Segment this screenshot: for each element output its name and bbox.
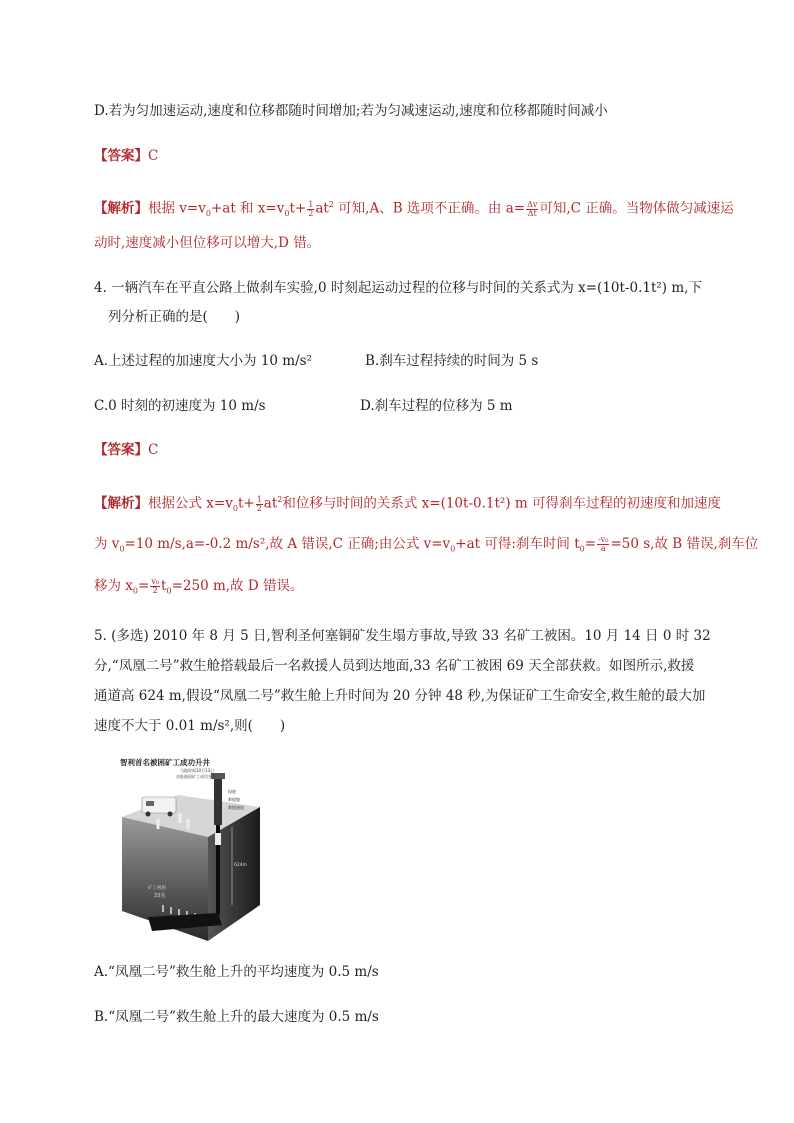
analysis-text: 移为 x: [94, 578, 133, 594]
fraction-numerator: v₀: [151, 577, 160, 586]
analysis-text: +at 可得:刹车时间 t: [455, 536, 580, 552]
analysis-text: 根据 v=v: [148, 200, 206, 217]
figure-label-channel: 救援通道: [228, 805, 244, 810]
q3-analysis-line-1: [94, 195, 734, 224]
analysis-text: =: [138, 578, 150, 594]
analysis-text: =: [584, 536, 597, 552]
analysis-text: =250 m,故 D 错误。: [171, 578, 304, 594]
answer-value: C: [148, 442, 159, 458]
analysis-text: +at 和 x=v: [210, 200, 285, 217]
analysis-text: at: [315, 200, 329, 217]
figure-label-miners-2: 33名: [154, 893, 166, 899]
q4-analysis-line-1: [94, 490, 721, 519]
analysis-tag: 【解析】: [94, 200, 148, 217]
q4-stem-line-2: 列分析正确的是( ): [108, 309, 241, 325]
analysis-text: t: [161, 578, 167, 594]
fraction-half: [307, 201, 314, 218]
subscript: 0: [450, 544, 456, 554]
answer-tag: 【答案】: [94, 148, 148, 164]
q3-answer: [94, 146, 158, 166]
rescue-capsule-figure: [118, 755, 264, 943]
analysis-text: =50 s,故 B 错误,刹车位: [610, 536, 759, 552]
q4-stem-line-1: 4. 一辆汽车在平直公路上做刹车实验,0 时刻起运动过程的位移与时间的关系式为 x=(10t-0.1t²) m,下: [94, 280, 702, 296]
q5-stem-line-2: 分,“凤凰二号”救生舱搭载最后一名救援人员到达地面,33 名矿工被困 69 天全部获救。如图所示,救援: [94, 658, 695, 674]
answer-tag: 【答案】: [94, 442, 148, 458]
figure-subtitle-1: 当地时间10月13日: [180, 768, 215, 773]
q4-answer: [94, 440, 158, 460]
subscript: 0: [132, 586, 138, 596]
figure-title: 智利首名被困矿工成功升井: [120, 758, 210, 767]
figure-label-winch: 绞轮: [228, 789, 236, 794]
figure-subtitle-2: 首批被困矿工成功升井: [176, 774, 216, 779]
q3-analysis-line-2: 动时,速度减小但位移可以增大,D 错。: [94, 235, 321, 251]
subscript: 0: [205, 209, 211, 219]
subscript: 0: [119, 544, 125, 554]
q5-stem-line-3: 通道高 624 m,假设“凤凰二号”救生舱上升时间为 20 分钟 48 秒,为保证矿工生命安全,救生舱的最大加: [94, 688, 706, 704]
analysis-text: 为 v: [94, 536, 120, 552]
winch-tower-icon: [214, 777, 222, 825]
answer-value: C: [148, 148, 159, 164]
analysis-text: 根据公式 x=v: [148, 495, 233, 512]
analysis-text: at: [263, 495, 278, 512]
rescue-capsule-illustration: [118, 755, 264, 943]
subscript: 0: [166, 586, 172, 596]
q4-option-b: B.刹车过程持续的时间为 5 s: [365, 353, 539, 369]
fraction-v0-a: [597, 536, 609, 553]
superscript: 2: [277, 495, 283, 504]
figure-label-depth: 624m: [234, 863, 247, 868]
subscript: 0: [232, 504, 238, 514]
analysis-text: t+: [237, 495, 255, 512]
fraction-denominator: 2: [152, 586, 158, 595]
fraction-numerator: 1: [308, 199, 314, 209]
q4-option-c: C.0 时刻的初速度为 10 m/s: [94, 398, 266, 414]
q4-option-a: A.上述过程的加速度大小为 10 m/s²: [94, 353, 312, 369]
q4-option-d: D.刹车过程的位移为 5 m: [360, 398, 513, 414]
fraction-numerator: 1: [256, 494, 262, 504]
q4-analysis-line-2: [94, 534, 758, 560]
analysis-tag: 【解析】: [94, 495, 148, 512]
analysis-text: 和位移与时间的关系式 x=(10t-0.1t²) m 可得刹车过程的初速度和加速度: [282, 495, 721, 512]
analysis-text: =10 m/s,a=-0.2 m/s²,故 A 错误,C 正确;由公式 v=v: [124, 536, 451, 552]
subscript: 0: [579, 544, 585, 554]
analysis-text: 可知,C 正确。当物体做匀减速运: [539, 200, 734, 217]
figure-label-miners-1: 矿工被困: [148, 886, 166, 891]
fraction-denominator: 2: [256, 503, 262, 513]
fraction-denominator: Δt: [527, 208, 537, 218]
subscript: 0: [284, 209, 290, 219]
fraction-dv-dt: [526, 201, 538, 218]
q5-option-a: A.“凤凰二号”救生舱上升的平均速度为 0.5 m/s: [94, 964, 379, 980]
q4-analysis-line-3: [94, 576, 303, 602]
q3-option-d: D.若为匀加速运动,速度和位移都随时间增加;若为匀减速运动,速度和位移都随时间减小: [94, 103, 608, 119]
fraction-v0-2: [150, 578, 160, 595]
fraction-denominator: 2: [308, 208, 314, 218]
analysis-text: t+: [289, 200, 307, 217]
figure-label-capsule: 救援舱: [228, 797, 240, 802]
analysis-text: 可知,A、B 选项不正确。由 a=: [333, 200, 526, 217]
fraction-denominator: a: [600, 544, 606, 553]
fraction-numerator: -v₀: [598, 535, 609, 544]
q5-stem-line-1: 5. (多选) 2010 年 8 月 5 日,智利圣何塞铜矿发生塌方事故,导致 33 名矿工被困。10 月 14 日 0 时 32: [94, 628, 711, 644]
fraction-half: [256, 496, 263, 513]
capsule-icon: [215, 833, 221, 845]
q5-option-b: B.“凤凰二号”救生舱上升的最大速度为 0.5 m/s: [94, 1009, 379, 1025]
q5-stem-line-4: 速度不大于 0.01 m/s²,则( ): [94, 718, 286, 734]
fraction-numerator: Δv: [527, 199, 538, 209]
superscript: 2: [328, 200, 334, 209]
